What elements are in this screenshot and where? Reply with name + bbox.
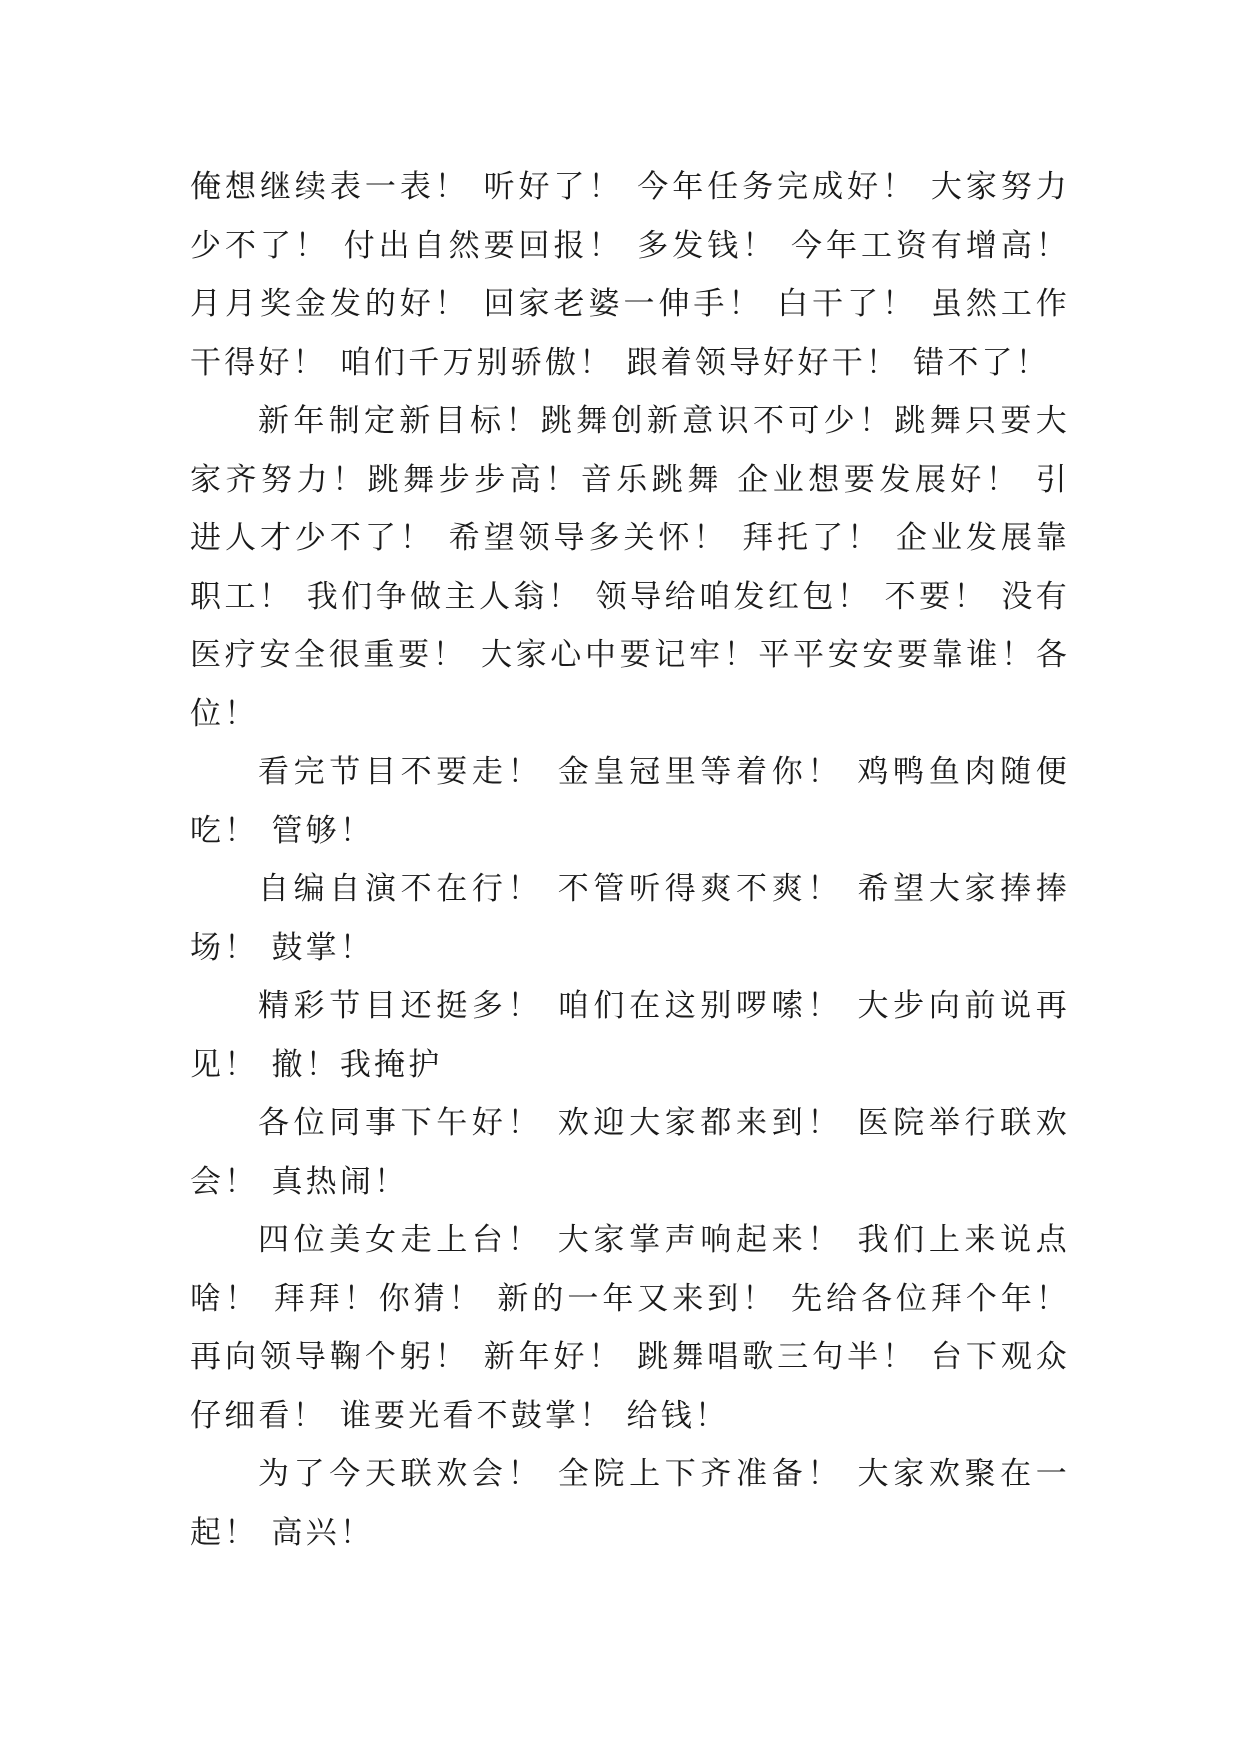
paragraph-3: 看完节目不要走！ 金皇冠里等着你！ 鸡鸭鱼肉随便吃！ 管够！ xyxy=(190,754,1070,849)
paragraph-2: 新年制定新目标！跳舞创新意识不可少！跳舞只要大家齐努力！跳舞步步高！音乐跳舞 企业想要发展好！ 引进人才少不了！ 希望领导多关怀！ 拜托了！ 企业发展靠职工！ 我们争做主人翁！ 领导给咱发红包！ 不要！ 没有 医疗安全很重要！ 大家心中要记牢！平平安安要靠谁！各位！ xyxy=(190,403,1070,732)
paragraph-8: 为了今天联欢会！ 全院上下齐准备！ 大家欢聚在一起！ 高兴！ xyxy=(190,1456,1070,1551)
document-body xyxy=(190,158,1070,1562)
paragraph-6: 各位同事下午好！ 欢迎大家都来到！ 医院举行联欢会！ 真热闹！ xyxy=(190,1105,1070,1200)
paragraph-7: 四位美女走上台！ 大家掌声响起来！ 我们上来说点啥！ 拜拜！你猜！ 新的一年又来到！ 先给各位拜个年！ 再向领导鞠个躬！ 新年好！ 跳舞唱歌三句半！ 台下观众仔细看！ 谁要光看不鼓掌！ 给钱！ xyxy=(190,1222,1070,1434)
paragraph-5: 精彩节目还挺多！ 咱们在这别啰嗦！ 大步向前说再见！ 撤！我掩护 xyxy=(190,988,1070,1083)
paragraph-4: 自编自演不在行！ 不管听得爽不爽！ 希望大家捧捧场！ 鼓掌！ xyxy=(190,871,1070,966)
paragraph-1: 俺想继续表一表！ 听好了！ 今年任务完成好！ 大家努力少不了！ 付出自然要回报！ 多发钱！ 今年工资有增高！ 月月奖金发的好！ 回家老婆一伸手！ 白干了！ 虽然工作干得好！ 咱们千万别骄傲！ 跟着领导好好干！ 错不了！ xyxy=(190,169,1070,381)
